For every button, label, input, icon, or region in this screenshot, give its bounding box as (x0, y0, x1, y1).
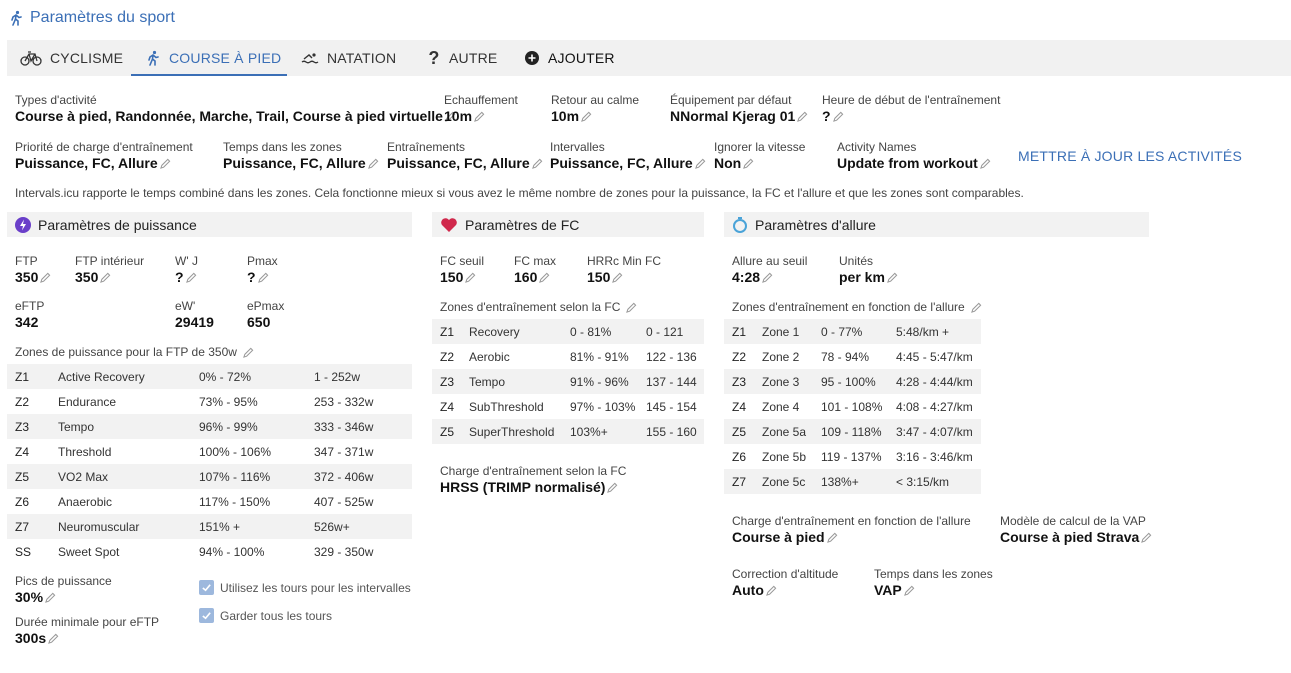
altitude-correction-field[interactable]: Correction d'altitude Auto (732, 567, 839, 598)
checkbox-checked-icon[interactable] (199, 580, 214, 595)
zone-percent: 100% - 106% (199, 444, 272, 459)
zone-row (7, 539, 412, 564)
zone-percent: 73% - 95% (199, 394, 258, 409)
zone-id: Z2 (732, 349, 747, 364)
zone-range: 347 - 371w (314, 444, 374, 459)
zone-id: Z1 (7, 364, 50, 389)
zone-row (432, 369, 704, 394)
edit-pencil-icon[interactable] (100, 272, 111, 283)
edit-pencil-icon[interactable] (243, 347, 254, 358)
zone-name: Endurance (58, 394, 117, 409)
tab-label: AUTRE (449, 50, 498, 66)
pace-time-in-zones-field[interactable]: Temps dans les zones VAP (874, 567, 993, 598)
workouts-field[interactable]: Entraînements Puissance, FC, Allure (387, 140, 543, 172)
edit-pencil-icon[interactable] (539, 272, 550, 283)
zone-name: Sweet Spot (58, 544, 120, 559)
edit-pencil-icon[interactable] (40, 272, 51, 283)
zone-row (432, 344, 704, 369)
edit-pencil-icon[interactable] (971, 302, 982, 313)
zone-id: Z4 (732, 399, 747, 414)
zone-name: Zone 1 (754, 319, 813, 344)
activity-names-field[interactable]: Activity Names Update from workout (837, 140, 991, 172)
zone-row (724, 444, 981, 469)
update-activities-button[interactable]: METTRE À JOUR LES ACTIVITÉS (1018, 148, 1242, 164)
tab-label: CYCLISME (50, 50, 124, 66)
zone-range: 3:47 - 4:07/km (888, 419, 981, 444)
zone-percent: 109 - 118% (813, 419, 888, 444)
zone-id: Z1 (724, 319, 754, 344)
zone-range: 372 - 406w (306, 464, 412, 489)
tab-ajouter[interactable] (524, 40, 615, 76)
zone-name: Zone 5b (762, 449, 807, 464)
zone-percent: 81% - 91% (570, 349, 629, 364)
power-settings-header: Paramètres de puissance (7, 212, 412, 237)
heart-icon (440, 217, 458, 233)
edit-pencil-icon[interactable] (160, 158, 171, 169)
zone-name: Zone 4 (762, 399, 800, 414)
load-priority-field[interactable]: Priorité de charge d'entraînement Puissance, FC, Allure (15, 140, 193, 171)
zone-id: Z1 (432, 319, 461, 344)
zone-name: Active Recovery (50, 364, 191, 389)
edit-pencil-icon[interactable] (904, 585, 915, 596)
zone-range: < 3:15/km (888, 469, 981, 494)
pace-zones-label: Zones d'entraînement en fonction de l'allure (732, 300, 982, 314)
tab-label: COURSE À PIED (169, 50, 282, 66)
zone-row (432, 319, 704, 344)
cooldown-field[interactable]: Retour au calme 10m (551, 93, 640, 124)
zone-id: Z2 (15, 394, 30, 409)
zone-percent: 138%+ (813, 469, 888, 494)
zone-percent: 78 - 94% (821, 349, 870, 364)
wprime-field[interactable]: W' J ? (175, 254, 198, 285)
edit-pencil-icon[interactable] (833, 111, 844, 122)
power-zones-table (7, 364, 412, 564)
zone-percent: 0 - 77% (813, 319, 888, 344)
intervals-field[interactable]: Intervalles Puissance, FC, Allure (550, 140, 706, 172)
zone-row (7, 414, 412, 439)
edit-pencil-icon[interactable] (465, 272, 476, 283)
edit-pencil-icon[interactable] (980, 158, 991, 169)
hr-max-field[interactable]: FC max 160 (514, 254, 556, 285)
zone-id: Z7 (724, 469, 754, 494)
zone-id: Z4 (440, 399, 455, 414)
edit-pencil-icon[interactable] (743, 158, 754, 169)
zone-id: Z5 (7, 464, 50, 489)
edit-pencil-icon[interactable] (797, 111, 808, 122)
tab-label: NATATION (327, 50, 397, 66)
zone-range: 329 - 350w (314, 544, 374, 559)
edit-pencil-icon[interactable] (762, 272, 773, 283)
tab-autre[interactable] (427, 40, 497, 76)
zone-name: Neuromuscular (50, 514, 191, 539)
warmup-field[interactable]: Echauffement 10m (444, 93, 518, 124)
zones-note: Intervals.icu rapporte le temps combiné dans les zones. Cela fonctionne mieux si vous avez le même nombre de zones pour la puissance, la FC et l'allure et que les zones sont comparables. (15, 186, 1024, 200)
zone-id: Z2 (440, 349, 455, 364)
zone-percent: 119 - 137% (821, 449, 882, 464)
hr-threshold-field[interactable]: FC seuil 150 (440, 254, 485, 285)
zone-row (724, 369, 981, 394)
zone-row (7, 364, 412, 389)
edit-pencil-icon[interactable] (626, 302, 637, 313)
ftp-field[interactable]: FTP 350 (15, 254, 51, 286)
page-title (8, 9, 175, 27)
zone-name: Zone 3 (754, 369, 813, 394)
zone-row (724, 344, 981, 369)
zone-id: Z7 (7, 514, 50, 539)
zone-name: Aerobic (469, 349, 510, 364)
question-icon: ? (428, 47, 440, 68)
zone-name: Anaerobic (58, 494, 113, 509)
edit-pencil-icon[interactable] (48, 633, 59, 644)
sport-tabs (7, 40, 1291, 76)
edit-pencil-icon[interactable] (1141, 532, 1152, 543)
zone-id: SS (15, 544, 32, 559)
edit-pencil-icon[interactable] (887, 272, 898, 283)
zone-name: Tempo (50, 414, 191, 439)
activity-types-field[interactable]: Types d'activité Course à pied, Randonnée, Marche, Trail, Course à pied virtuelle (15, 93, 456, 125)
zone-range: 4:28 - 4:44/km (888, 369, 981, 394)
hrrc-field[interactable]: HRRc Min FC 150 (587, 254, 661, 285)
zone-range: 137 - 144 (638, 369, 704, 394)
zone-id: Z5 (432, 419, 461, 444)
epmax-field: ePmax 650 (247, 299, 285, 330)
zone-percent: 95 - 100% (813, 369, 888, 394)
zone-percent: 0% - 72% (191, 364, 306, 389)
zone-range: 122 - 136 (646, 349, 697, 364)
edit-pencil-icon[interactable] (827, 532, 838, 543)
edit-pencil-icon[interactable] (368, 158, 379, 169)
zone-row (724, 319, 981, 344)
zone-row (724, 419, 981, 444)
hr-zones-table (432, 319, 704, 444)
zone-name: Recovery (461, 319, 562, 344)
zone-range: 145 - 154 (646, 399, 697, 414)
edit-pencil-icon[interactable] (612, 272, 623, 283)
page-title-text: Paramètres du sport (30, 9, 175, 26)
add-circle-icon (524, 50, 540, 66)
time-in-zones-field[interactable]: Temps dans les zones Puissance, FC, Allure (223, 140, 379, 172)
zone-percent: 117% - 150% (199, 494, 271, 509)
edit-pencil-icon[interactable] (532, 158, 543, 169)
zone-percent: 151% + (191, 514, 306, 539)
tab-label: AJOUTER (548, 50, 615, 66)
zone-row (7, 514, 412, 539)
zone-percent: 0 - 81% (562, 319, 638, 344)
zone-name: Zone 5c (754, 469, 813, 494)
zone-name: Zone 2 (762, 349, 800, 364)
ewprime-field: eW' 29419 (175, 299, 214, 330)
edit-pencil-icon[interactable] (607, 482, 618, 493)
tab-cyclisme[interactable] (20, 40, 123, 76)
zone-id: Z3 (724, 369, 754, 394)
start-time-field[interactable]: Heure de début de l'entraînement ? (822, 93, 1001, 124)
zone-row (7, 389, 412, 414)
stopwatch-icon (732, 216, 748, 234)
min-duration-field[interactable]: Durée minimale pour eFTP 300s (15, 615, 160, 646)
hr-zones-label: Zones d'entraînement selon la FC (440, 300, 637, 314)
zone-percent: 97% - 103% (570, 399, 636, 414)
zone-row (7, 439, 412, 464)
zone-row (724, 394, 981, 419)
runner-icon (145, 50, 161, 66)
runner-icon (8, 10, 24, 26)
zone-range: 4:08 - 4:27/km (896, 399, 973, 414)
tab-natation[interactable] (301, 40, 396, 76)
zone-name: Threshold (58, 444, 112, 459)
edit-pencil-icon[interactable] (695, 158, 706, 169)
default-gear-field[interactable]: Équipement par défaut NNormal Kjerag 01 (670, 93, 808, 125)
zone-name: SubThreshold (469, 399, 544, 414)
zone-range: 1 - 252w (306, 364, 412, 389)
zone-row (432, 394, 704, 419)
edit-pencil-icon[interactable] (258, 272, 269, 283)
zone-percent: 94% - 100% (199, 544, 265, 559)
edit-pencil-icon[interactable] (766, 585, 777, 596)
zone-id: Z4 (15, 444, 30, 459)
edit-pencil-icon[interactable] (186, 272, 197, 283)
zone-percent: 103%+ (562, 419, 638, 444)
pace-load-field[interactable]: Charge d'entraînement en fonction de l'allure Course à pied (732, 514, 971, 545)
gap-model-field[interactable]: Modèle de calcul de la VAP Course à pied Strava (1000, 514, 1152, 546)
zone-percent: 96% - 99% (191, 414, 306, 439)
pace-zones-table (724, 319, 981, 494)
zone-range: 5:48/km + (888, 319, 981, 344)
power-peaks-field[interactable]: Pics de puissance 30% (15, 574, 112, 605)
zone-percent: 101 - 108% (821, 399, 883, 414)
zone-percent: 107% - 116% (191, 464, 306, 489)
ftp-indoor-field[interactable]: FTP intérieur 350 (75, 254, 145, 285)
zone-name: Tempo (461, 369, 562, 394)
tab-course-a-pied[interactable] (131, 40, 287, 76)
hr-load-field[interactable]: Charge d'entraînement selon la FC HRSS (TRIMP normalisé) (440, 464, 627, 495)
zone-range: 526w+ (306, 514, 412, 539)
zone-id: Z5 (724, 419, 754, 444)
edit-pencil-icon[interactable] (581, 111, 592, 122)
edit-pencil-icon[interactable] (45, 592, 56, 603)
zone-range: 155 - 160 (638, 419, 704, 444)
ignore-speed-field[interactable]: Ignorer la vitesse Non (714, 140, 806, 171)
pace-settings-header: Paramètres d'allure (724, 212, 1149, 237)
zone-range: 407 - 525w (314, 494, 374, 509)
edit-pencil-icon[interactable] (474, 111, 485, 122)
zone-row (432, 419, 704, 444)
zone-row (7, 464, 412, 489)
zone-row (724, 469, 981, 494)
use-laps-checkbox[interactable]: Utilisez les tours pour les intervalles (199, 580, 411, 595)
pace-threshold-field[interactable]: Allure au seuil 4:28 (732, 254, 808, 285)
zone-range: 4:45 - 5:47/km (896, 349, 973, 364)
power-zones-label: Zones de puissance pour la FTP de 350w (15, 345, 254, 359)
zone-range: 253 - 332w (314, 394, 374, 409)
checkbox-checked-icon[interactable] (199, 608, 214, 623)
zone-id: Z6 (15, 494, 30, 509)
zone-id: Z6 (732, 449, 747, 464)
lightning-icon (15, 217, 31, 233)
pace-units-field[interactable]: Unités per km (839, 254, 898, 286)
bicycle-icon (20, 50, 42, 66)
zone-percent: 91% - 96% (562, 369, 638, 394)
zone-name: Zone 5a (754, 419, 813, 444)
zone-id: Z3 (432, 369, 461, 394)
zone-id: Z3 (7, 414, 50, 439)
zone-range: 333 - 346w (306, 414, 412, 439)
zone-range: 0 - 121 (638, 319, 704, 344)
zone-name: SuperThreshold (461, 419, 562, 444)
swimmer-icon (301, 50, 319, 66)
zone-row (7, 489, 412, 514)
pmax-field[interactable]: Pmax ? (247, 254, 278, 285)
eftp-field: eFTP 342 (15, 299, 45, 330)
zone-name: VO2 Max (50, 464, 191, 489)
zone-range: 3:16 - 3:46/km (896, 449, 973, 464)
hr-settings-header: Paramètres de FC (432, 212, 704, 237)
keep-laps-checkbox[interactable]: Garder tous les tours (199, 608, 332, 623)
